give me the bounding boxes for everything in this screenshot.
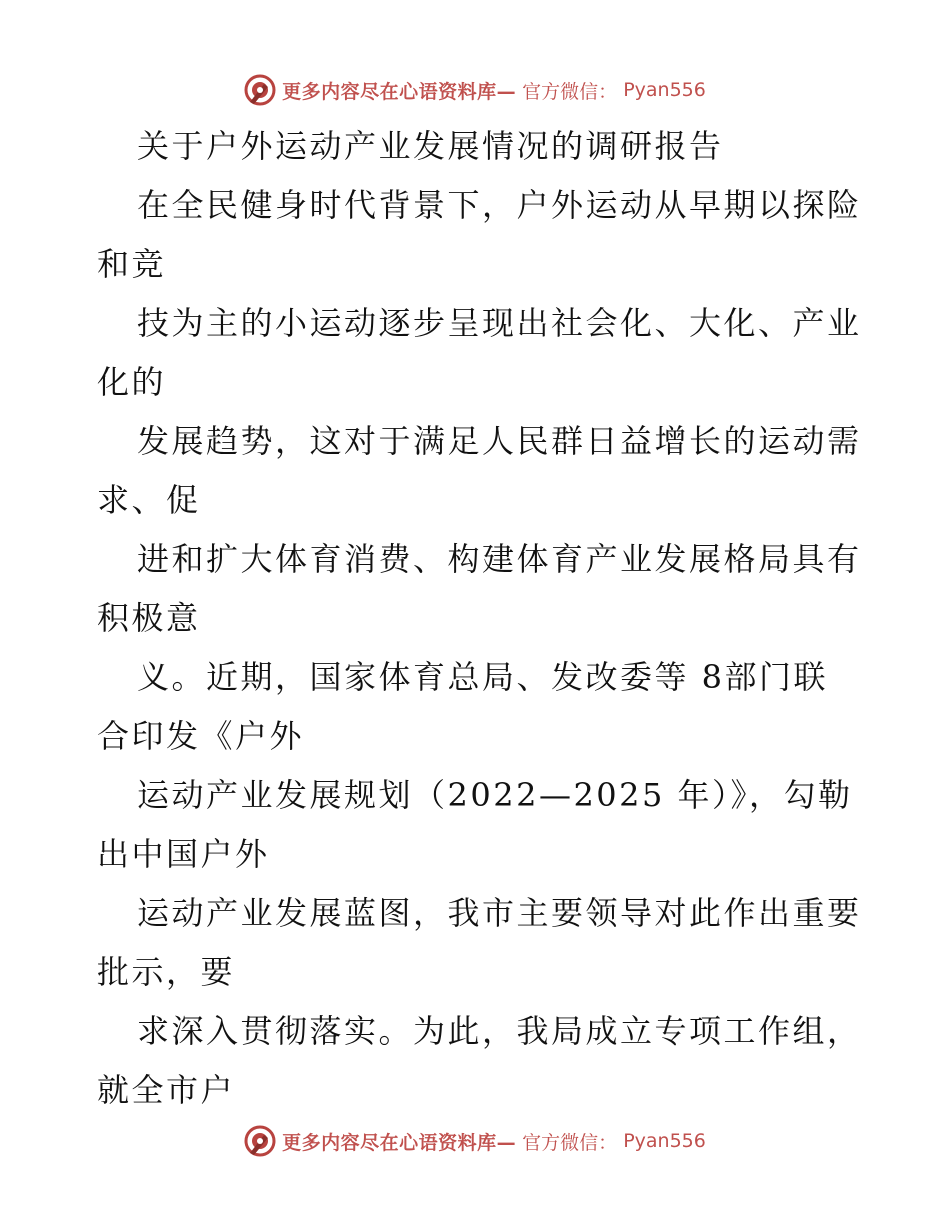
pen-logo-icon	[244, 1125, 276, 1157]
watermark-official: 官方微信：	[522, 80, 618, 103]
paragraph-line: 在全民健身时代背景下，户外运动从早期以探险	[137, 186, 862, 224]
document-title: 关于户外运动产业发展情况的调研报告	[137, 127, 724, 165]
watermark-text: 更多内容尽在心语资料库—	[282, 80, 517, 103]
watermark-official: 官方微信：	[522, 1131, 618, 1154]
paragraph-line: 和竞	[97, 245, 167, 283]
watermark-id: Pyan556	[623, 79, 706, 101]
pen-logo-icon	[244, 74, 276, 106]
paragraph-line: 合印发《户外	[97, 717, 305, 755]
header-watermark	[0, 74, 950, 106]
paragraph-line: 运动产业发展规划（2022—2025 年）》，勾勒	[137, 776, 853, 814]
watermark-id: Pyan556	[623, 1130, 706, 1152]
paragraph-line: 批示，要	[97, 953, 236, 991]
paragraph-line: 运动产业发展蓝图，我市主要领导对此作出重要	[137, 894, 862, 932]
paragraph-line: 义。近期，国家体育总局、发改委等 8部门联	[137, 658, 829, 696]
paragraph-line: 积极意	[97, 599, 201, 637]
paragraph-line: 发展趋势，这对于满足人民群日益增长的运动需	[137, 422, 862, 460]
paragraph-line: 技为主的小运动逐步呈现出社会化、大化、产业	[137, 304, 862, 342]
paragraph-line: 就全市户	[97, 1071, 236, 1109]
paragraph-line: 进和扩大体育消费、构建体育产业发展格局具有	[137, 540, 862, 578]
paragraph-line: 求深入贯彻落实。为此，我局成立专项工作组，	[137, 1012, 862, 1050]
watermark-text: 更多内容尽在心语资料库—	[282, 1131, 517, 1154]
paragraph-line: 出中国户外	[97, 835, 270, 873]
paragraph-line: 化的	[97, 363, 167, 401]
paragraph-line: 求、促	[97, 481, 201, 519]
footer-watermark	[0, 1125, 950, 1157]
